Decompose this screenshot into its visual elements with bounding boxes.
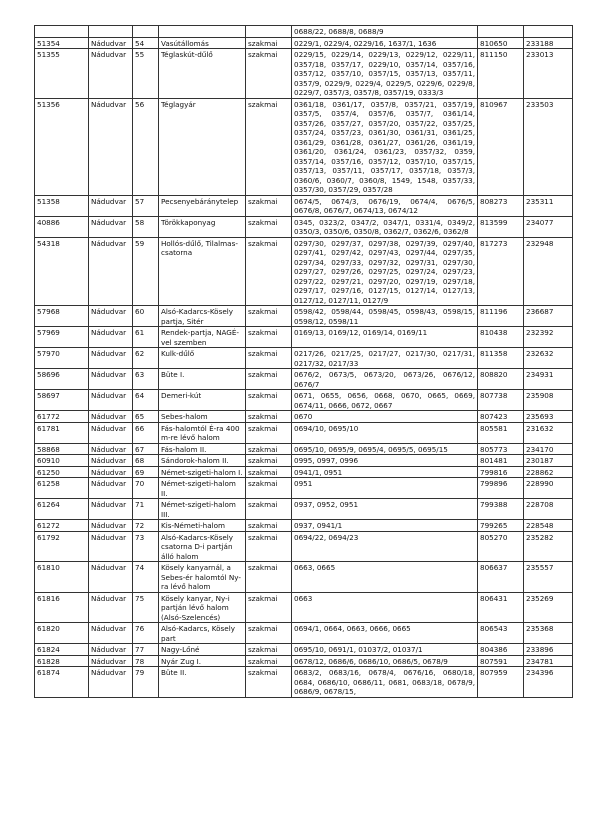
row-number-cell: 66 [133,422,159,443]
type-cell: szakmai [246,390,292,411]
eov-x-cell: 228708 [524,499,573,520]
table-row [35,520,573,532]
type-cell: szakmai [246,562,292,593]
row-number-cell: 70 [133,478,159,499]
row-number-cell: 71 [133,499,159,520]
site-id-cell [35,26,89,38]
plots-cell: 0676/2, 0673/5, 0673/20, 0673/26, 0676/12, 0676/7 [292,369,478,390]
eov-y-cell: 805581 [478,422,524,443]
site-name-cell: Kis-Németi-halom [159,520,246,532]
site-name-cell: Demeri-kút [159,390,246,411]
plots-cell: 0663, 0665 [292,562,478,593]
row-number-cell: 59 [133,237,159,306]
type-cell: szakmai [246,592,292,623]
type-cell: szakmai [246,644,292,656]
type-cell: szakmai [246,49,292,99]
table-row [35,623,573,644]
row-number-cell: 76 [133,623,159,644]
type-cell: szakmai [246,369,292,390]
site-name-cell: Pecsenyebárányteleр [159,195,246,216]
table-row [35,26,573,38]
site-id-cell: 61264 [35,499,89,520]
table-row [35,655,573,667]
plots-cell: 0229/1, 0229/4, 0229/16, 1637/1, 1636 [292,37,478,49]
site-name-cell: Büte I. [159,369,246,390]
site-id-cell: 40886 [35,216,89,237]
row-number-cell: 78 [133,655,159,667]
site-name-cell: Vasútállomás [159,37,246,49]
site-name-cell: Alsó-Kadarcs-Kösely partja, Sitér [159,306,246,327]
site-id-cell: 58696 [35,369,89,390]
town-cell: Nádudvar [89,237,133,306]
town-cell: Nádudvar [89,216,133,237]
site-id-cell: 51356 [35,98,89,195]
eov-y-cell: 810650 [478,37,524,49]
site-id-cell: 58868 [35,443,89,455]
town-cell: Nádudvar [89,478,133,499]
town-cell: Nádudvar [89,195,133,216]
type-cell: szakmai [246,216,292,237]
site-name-cell: Sebes-halom [159,411,246,423]
town-cell: Nádudvar [89,520,133,532]
plots-cell: 0688/22, 0688/8, 0688/9 [292,26,478,38]
table-row [35,644,573,656]
type-cell: szakmai [246,348,292,369]
plots-cell: 0598/42, 0598/44, 0598/45, 0598/43, 0598/15, 0598/12, 0598/11 [292,306,478,327]
eov-y-cell [478,26,524,38]
eov-y-cell: 799265 [478,520,524,532]
eov-y-cell: 807959 [478,667,524,698]
eov-x-cell [524,26,573,38]
plots-cell: 0671, 0655, 0656, 0668, 0670, 0665, 0669, 0674/11, 0666, 0672, 0667 [292,390,478,411]
town-cell: Nádudvar [89,644,133,656]
type-cell: szakmai [246,443,292,455]
eov-y-cell: 806431 [478,592,524,623]
eov-y-cell: 810438 [478,327,524,348]
type-cell: szakmai [246,667,292,698]
site-id-cell: 61824 [35,644,89,656]
row-number-cell: 62 [133,348,159,369]
row-number-cell: 67 [133,443,159,455]
table-row [35,422,573,443]
table-row [35,531,573,562]
eov-x-cell: 235368 [524,623,573,644]
type-cell: szakmai [246,327,292,348]
table-row [35,466,573,478]
plots-cell: 0670 [292,411,478,423]
eov-y-cell: 804386 [478,644,524,656]
eov-y-cell: 808820 [478,369,524,390]
eov-x-cell: 235908 [524,390,573,411]
eov-y-cell: 811358 [478,348,524,369]
eov-x-cell: 233503 [524,98,573,195]
town-cell: Nádudvar [89,411,133,423]
table-row [35,237,573,306]
site-name-cell: Hollós-dűlő, Tilalmas-csatorna [159,237,246,306]
table-row [35,327,573,348]
table-row [35,195,573,216]
site-name-cell: Fás-halomtól É-ra 400 m-re lévő halom [159,422,246,443]
site-id-cell: 61792 [35,531,89,562]
row-number-cell: 61 [133,327,159,348]
site-id-cell: 57970 [35,348,89,369]
eov-x-cell: 234170 [524,443,573,455]
table-body [35,26,573,698]
site-id-cell: 61810 [35,562,89,593]
town-cell: Nádudvar [89,422,133,443]
row-number-cell: 79 [133,667,159,698]
plots-cell: 0694/10, 0695/10 [292,422,478,443]
site-name-cell [159,26,246,38]
table-row [35,98,573,195]
type-cell: szakmai [246,237,292,306]
plots-cell: 0694/1, 0664, 0663, 0666, 0665 [292,623,478,644]
site-name-cell: Alsó-Kadarcs, Kösely part [159,623,246,644]
plots-cell: 0217/26, 0217/25, 0217/27, 0217/30, 0217/31, 0217/32, 0217/33 [292,348,478,369]
table-row [35,562,573,593]
eov-y-cell: 805270 [478,531,524,562]
type-cell: szakmai [246,37,292,49]
plots-cell: 0361/18, 0361/17, 0357/8, 0357/21, 0357/19, 0357/5, 0357/4, 0357/6, 0357/7, 0361/14, 0357/26, 0357/27, 0357/20, 0357/22, 0357/25, 0357/24, 0357/23, 0361/30, 0361/31, 0361/25, 0361/29, 0361/28, 0361/27, 0361/26, 0361/19, 0361/20, 0361/24, 0361/23, 0357/32, 0359, 0357/14, 0357/16, 0357/12, 0357/10, 0357/15, 0357/13, 0357/11, 0357/17, 0357/18, 0357/3, 0360/6, 0360/7, 0360/8, 1549, 1548, 0357/33, 0357/30, 0357/29, 0357/28 [292,98,478,195]
plots-cell: 0694/22, 0694/23 [292,531,478,562]
table-row [35,455,573,467]
site-id-cell: 61258 [35,478,89,499]
town-cell: Nádudvar [89,623,133,644]
row-number-cell: 65 [133,411,159,423]
eov-x-cell: 234396 [524,667,573,698]
plots-cell: 0678/12, 0686/6, 0686/10, 0686/5, 0678/9 [292,655,478,667]
site-id-cell: 57969 [35,327,89,348]
plots-cell: 0695/10, 0691/1, 01037/2, 01037/1 [292,644,478,656]
site-id-cell: 61874 [35,667,89,698]
eov-x-cell: 236687 [524,306,573,327]
town-cell: Nádudvar [89,443,133,455]
eov-x-cell: 228862 [524,466,573,478]
site-id-cell: 54318 [35,237,89,306]
eov-y-cell: 817273 [478,237,524,306]
eov-y-cell: 799816 [478,466,524,478]
town-cell: Nádudvar [89,531,133,562]
type-cell: szakmai [246,422,292,443]
eov-y-cell: 799896 [478,478,524,499]
eov-x-cell: 234077 [524,216,573,237]
town-cell: Nádudvar [89,390,133,411]
table-row [35,499,573,520]
eov-x-cell: 235693 [524,411,573,423]
type-cell [246,26,292,38]
row-number-cell: 74 [133,562,159,593]
plots-cell: 0695/10, 0695/9, 0695/4, 0695/5, 0695/15 [292,443,478,455]
table-row [35,478,573,499]
type-cell: szakmai [246,466,292,478]
table-row [35,390,573,411]
site-name-cell: Sándorok-halom II. [159,455,246,467]
row-number-cell: 69 [133,466,159,478]
row-number-cell: 75 [133,592,159,623]
table-row [35,37,573,49]
eov-y-cell: 808273 [478,195,524,216]
table-row [35,369,573,390]
row-number-cell: 72 [133,520,159,532]
type-cell: szakmai [246,455,292,467]
type-cell: szakmai [246,520,292,532]
eov-y-cell: 807591 [478,655,524,667]
eov-x-cell: 235269 [524,592,573,623]
eov-x-cell: 233896 [524,644,573,656]
site-id-cell: 61828 [35,655,89,667]
row-number-cell: 60 [133,306,159,327]
town-cell: Nádudvar [89,455,133,467]
site-name-cell: Kulk-dűlő [159,348,246,369]
table-row [35,216,573,237]
row-number-cell: 56 [133,98,159,195]
plots-cell: 0951 [292,478,478,499]
eov-x-cell: 235282 [524,531,573,562]
eov-x-cell: 228548 [524,520,573,532]
plots-cell: 0937, 0941/1 [292,520,478,532]
town-cell: Nádudvar [89,37,133,49]
eov-y-cell: 806543 [478,623,524,644]
site-id-cell: 60910 [35,455,89,467]
town-cell: Nádudvar [89,306,133,327]
table-row [35,411,573,423]
site-id-cell: 61820 [35,623,89,644]
town-cell: Nádudvar [89,369,133,390]
eov-y-cell: 799388 [478,499,524,520]
table-row [35,443,573,455]
eov-x-cell: 230187 [524,455,573,467]
site-name-cell: Német-szigeti-halom I. [159,466,246,478]
row-number-cell: 68 [133,455,159,467]
town-cell: Nádudvar [89,667,133,698]
plots-cell: 0995, 0997, 0996 [292,455,478,467]
type-cell: szakmai [246,306,292,327]
site-id-cell: 61772 [35,411,89,423]
eov-y-cell: 810967 [478,98,524,195]
eov-y-cell: 807423 [478,411,524,423]
site-name-cell: Fás-halom II. [159,443,246,455]
plots-cell: 0941/1, 0951 [292,466,478,478]
eov-y-cell: 813599 [478,216,524,237]
eov-y-cell: 805773 [478,443,524,455]
plots-cell: 0169/13, 0169/12, 0169/14, 0169/11 [292,327,478,348]
row-number-cell [133,26,159,38]
site-id-cell: 51354 [35,37,89,49]
site-id-cell: 51358 [35,195,89,216]
table-row [35,348,573,369]
site-id-cell: 61781 [35,422,89,443]
type-cell: szakmai [246,531,292,562]
site-name-cell: Törökkaponyag [159,216,246,237]
site-name-cell: Téglaskút-dűlő [159,49,246,99]
plots-cell: 0229/15, 0229/14, 0229/13, 0229/12, 0229/11, 0357/18, 0357/17, 0229/10, 0357/14, 0357/16, 0357/12, 0357/10, 0357/15, 0357/13, 0357/11, 0357/9, 0229/9, 0229/4, 0229/5, 0229/6, 0229/8, 0229/7, 0357/3, 0357/8, 0357/19, 0333/3 [292,49,478,99]
site-id-cell: 61250 [35,466,89,478]
site-name-cell: Téglagyár [159,98,246,195]
site-id-cell: 58697 [35,390,89,411]
plots-cell: 0937, 0952, 0951 [292,499,478,520]
row-number-cell: 55 [133,49,159,99]
plots-cell: 0683/2, 0683/16, 0678/4, 0676/16, 0680/18, 0684, 0686/10, 0686/11, 0681, 0683/18, 0678/9, 0686/9, 0678/15, [292,667,478,698]
eov-x-cell: 235311 [524,195,573,216]
eov-x-cell: 234781 [524,655,573,667]
eov-x-cell: 234931 [524,369,573,390]
town-cell [89,26,133,38]
plots-cell: 0297/30, 0297/37, 0297/38, 0297/39, 0297/40, 0297/41, 0297/42, 0297/43, 0297/44, 0297/35, 0297/34, 0297/33, 0297/32, 0297/31, 0297/30, 0297/27, 0297/26, 0297/25, 0297/24, 0297/23, 0297/22, 0297/21, 0297/20, 0297/19, 0297/18, 0297/17, 0297/16, 0127/15, 0127/14, 0127/13, 0127/12, 0127/11, 0127/9 [292,237,478,306]
site-name-cell: Nyár Zug I. [159,655,246,667]
town-cell: Nádudvar [89,655,133,667]
town-cell: Nádudvar [89,98,133,195]
town-cell: Nádudvar [89,49,133,99]
type-cell: szakmai [246,655,292,667]
row-number-cell: 54 [133,37,159,49]
eov-y-cell: 811150 [478,49,524,99]
type-cell: szakmai [246,411,292,423]
site-name-cell: Német-szigeti-halom II. [159,478,246,499]
town-cell: Nádudvar [89,499,133,520]
site-id-cell: 57968 [35,306,89,327]
eov-x-cell: 228990 [524,478,573,499]
eov-y-cell: 807738 [478,390,524,411]
type-cell: szakmai [246,195,292,216]
type-cell: szakmai [246,478,292,499]
row-number-cell: 58 [133,216,159,237]
row-number-cell: 64 [133,390,159,411]
row-number-cell: 77 [133,644,159,656]
plots-cell: 0345, 0323/2, 0347/2, 0347/1, 0331/4, 0349/2, 0350/3, 0350/6, 0350/8, 0362/7, 0362/6, 0362/8 [292,216,478,237]
row-number-cell: 63 [133,369,159,390]
type-cell: szakmai [246,623,292,644]
eov-x-cell: 232392 [524,327,573,348]
town-cell: Nádudvar [89,466,133,478]
town-cell: Nádudvar [89,327,133,348]
eov-x-cell: 235557 [524,562,573,593]
eov-x-cell: 232632 [524,348,573,369]
site-name-cell: Német-szigeti-halom III. [159,499,246,520]
table-row [35,49,573,99]
row-number-cell: 57 [133,195,159,216]
site-name-cell: Rendek-partja, NAGÉ-vel szemben [159,327,246,348]
eov-x-cell: 231632 [524,422,573,443]
table-row [35,306,573,327]
town-cell: Nádudvar [89,592,133,623]
site-name-cell: Kösely kanyar, Ny-i partján lévő halom (Alsó-Szelencés) [159,592,246,623]
eov-y-cell: 811196 [478,306,524,327]
site-name-cell: Büte II. [159,667,246,698]
town-cell: Nádudvar [89,562,133,593]
type-cell: szakmai [246,499,292,520]
table-row [35,592,573,623]
site-id-cell: 61816 [35,592,89,623]
eov-x-cell: 232948 [524,237,573,306]
sites-table [34,25,573,698]
eov-x-cell: 233013 [524,49,573,99]
site-name-cell: Kösely kanyarnál, a Sebes-ér halomtól Ny-ra lévő halom [159,562,246,593]
table-row [35,667,573,698]
site-name-cell: Alsó-Kadarcs-Kösely csatorna D-i partján álló halom [159,531,246,562]
plots-cell: 0663 [292,592,478,623]
eov-y-cell: 801481 [478,455,524,467]
site-id-cell: 51355 [35,49,89,99]
plots-cell: 0674/5, 0674/3, 0676/19, 0674/4, 0676/5, 0676/8, 0676/7, 0674/13, 0674/12 [292,195,478,216]
town-cell: Nádudvar [89,348,133,369]
site-id-cell: 61272 [35,520,89,532]
eov-y-cell: 806637 [478,562,524,593]
site-name-cell: Nagy-Lőné [159,644,246,656]
type-cell: szakmai [246,98,292,195]
row-number-cell: 73 [133,531,159,562]
eov-x-cell: 233188 [524,37,573,49]
